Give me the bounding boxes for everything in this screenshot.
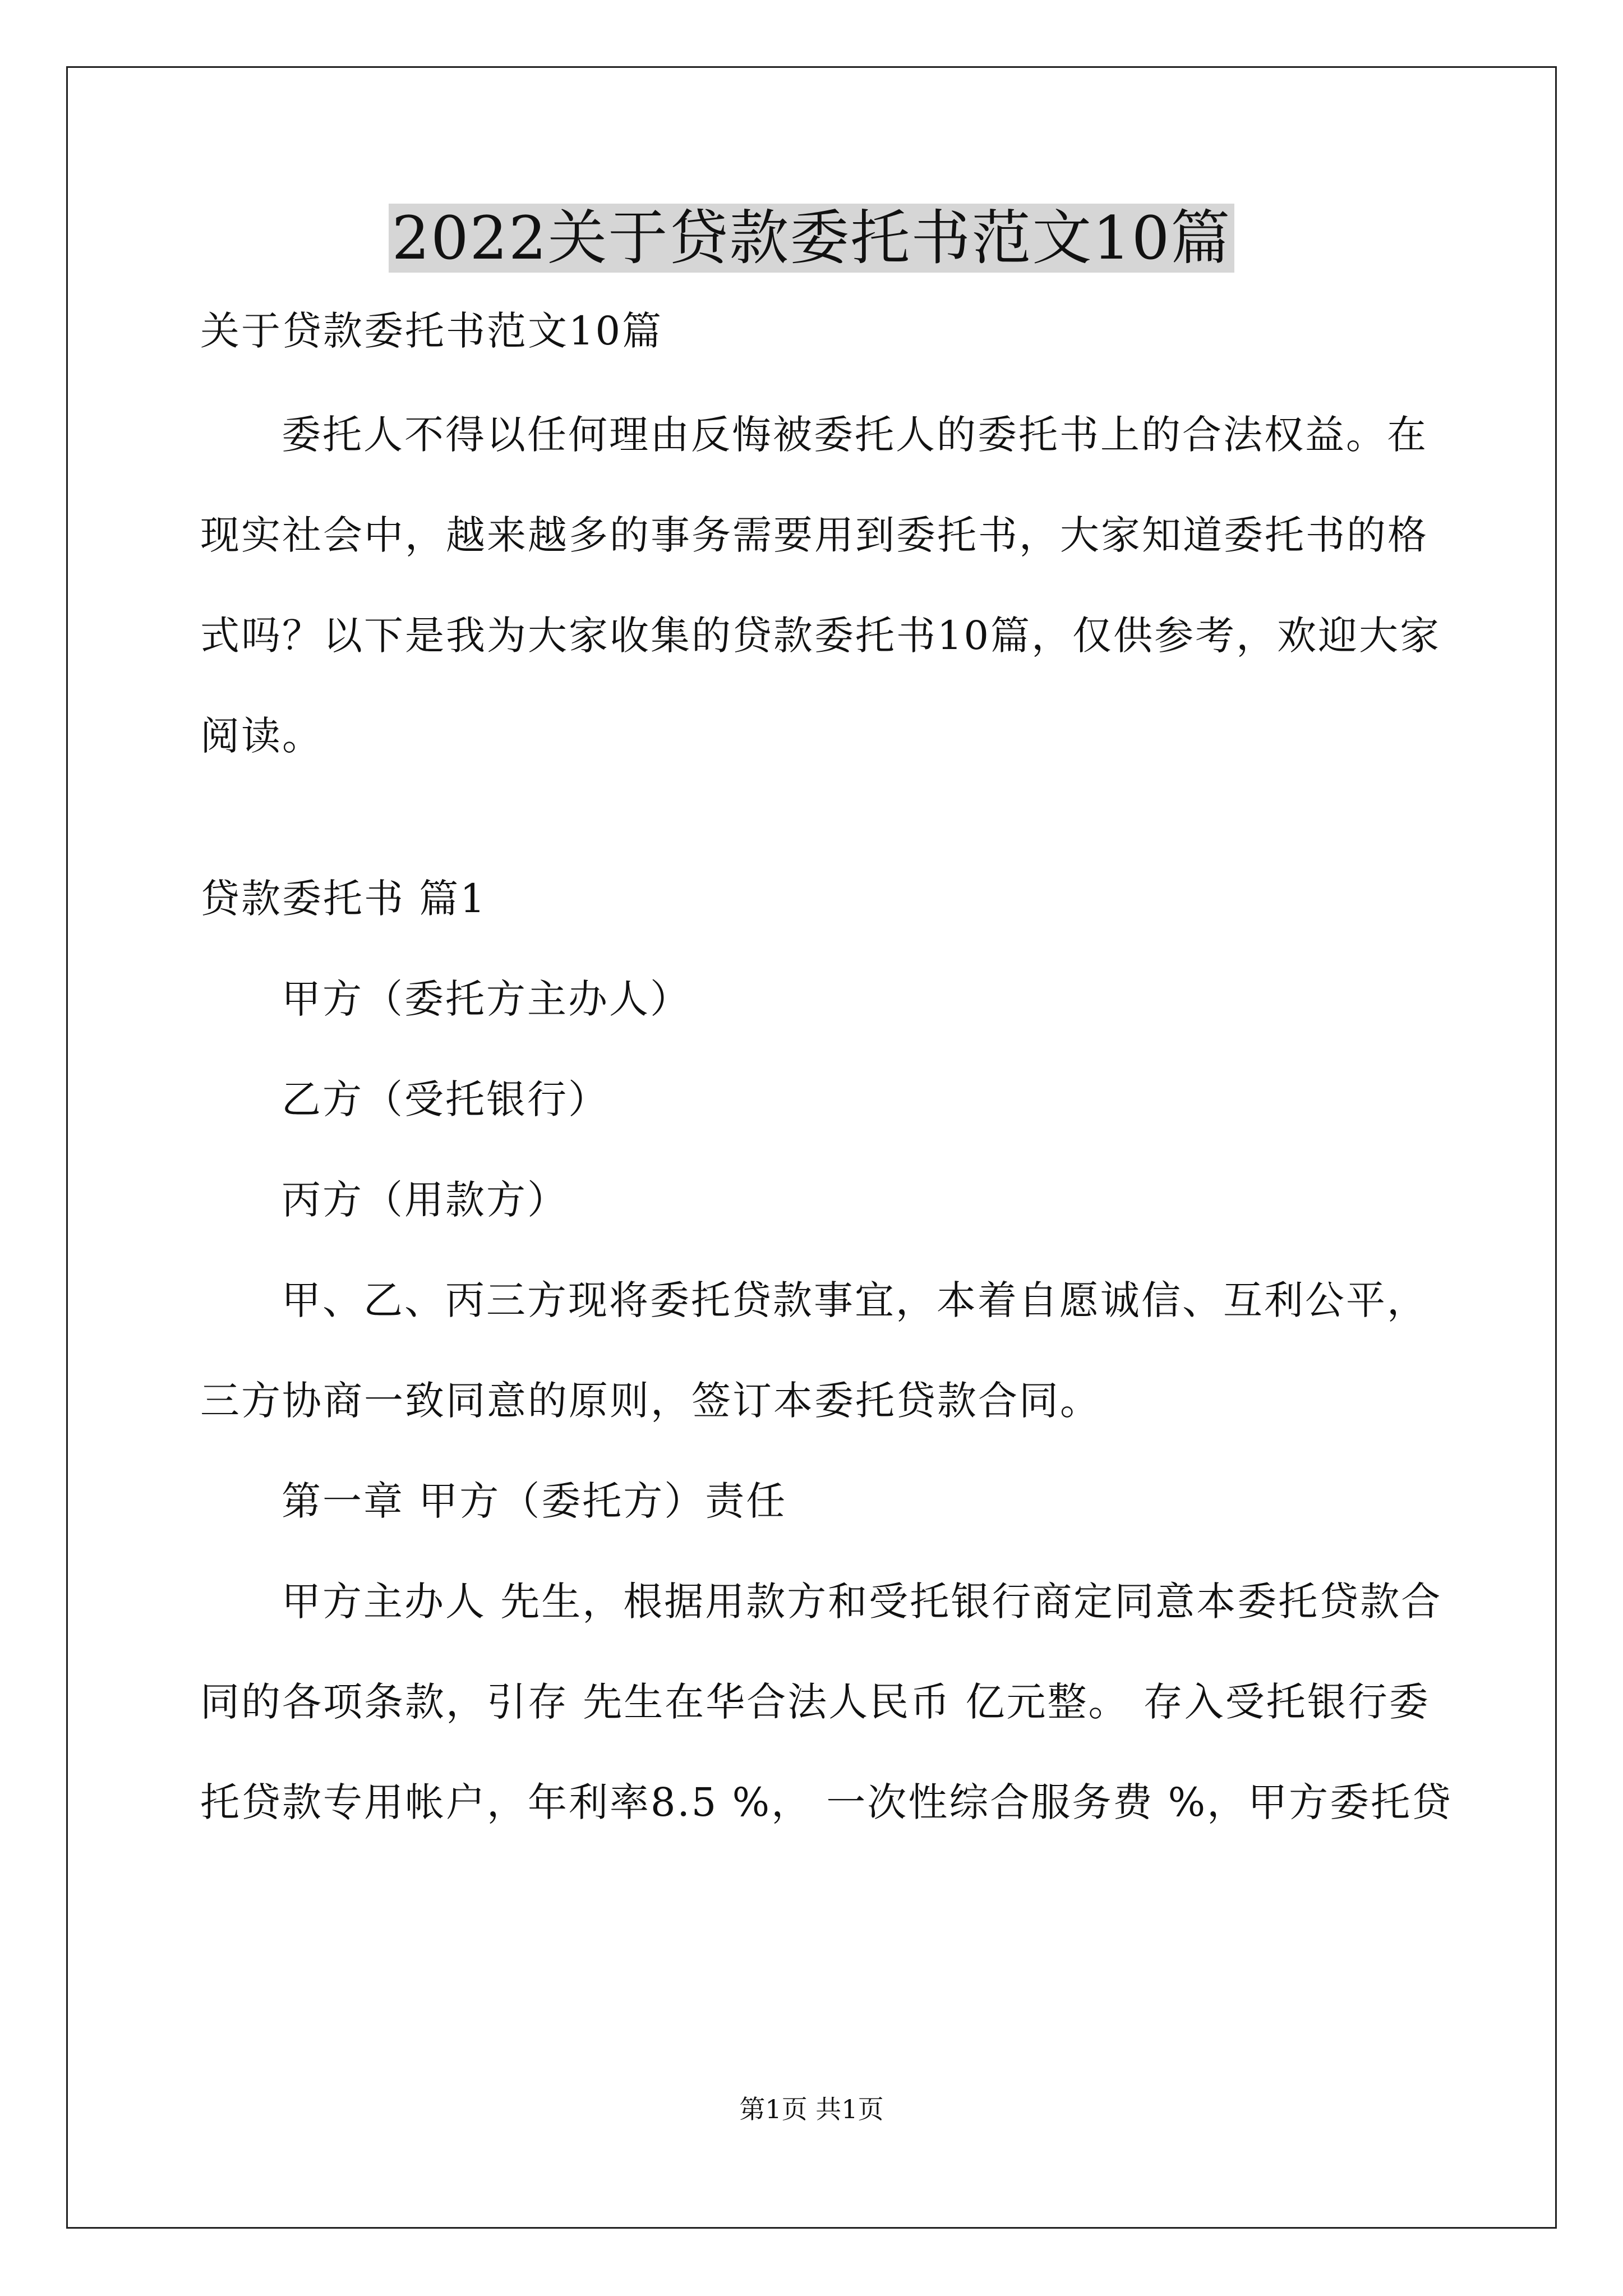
paragraph-line: 同的各项条款，引存 先生在华合法人民币 亿元整。 存入受托银行委 (200, 1679, 1430, 1725)
paragraph-line: 现实社会中，越来越多的事务需要用到委托书，大家知道委托书的格 (200, 512, 1428, 558)
paragraph-line: 甲、乙、丙三方现将委托贷款事宜，本着自愿诚信、互利公平， (282, 1277, 1428, 1323)
section-heading: 贷款委托书 篇1 (200, 876, 487, 922)
paragraph-line: 托贷款专用帐户，年利率8.5 %， 一次性综合服务费 %，甲方委托贷 (200, 1779, 1453, 1825)
document-title-text: 2022关于贷款委托书范文10篇 (389, 204, 1235, 273)
party-line: 乙方（受托银行） (282, 1076, 609, 1122)
page-border (66, 66, 1557, 2229)
paragraph-line: 三方协商一致同意的原则，签订本委托贷款合同。 (200, 1378, 1101, 1424)
subtitle-line: 关于贷款委托书范文10篇 (200, 308, 663, 354)
paragraph-line: 阅读。 (200, 713, 323, 759)
chapter-heading: 第一章 甲方（委托方）责任 (282, 1478, 787, 1524)
party-line: 甲方（委托方主办人） (282, 976, 691, 1022)
document-title (0, 196, 1623, 280)
paragraph-line: 甲方主办人 先生，根据用款方和受托银行商定同意本委托贷款合 (282, 1579, 1442, 1625)
paragraph-line: 委托人不得以任何理由反悔被委托人的委托书上的合法权益。在 (282, 412, 1428, 458)
paragraph-line: 式吗？以下是我为大家收集的贷款委托书10篇，仅供参考，欢迎大家 (200, 613, 1441, 659)
party-line: 丙方（用款方） (282, 1177, 568, 1223)
page-footer: 第1页 共1页 (739, 2094, 884, 2124)
